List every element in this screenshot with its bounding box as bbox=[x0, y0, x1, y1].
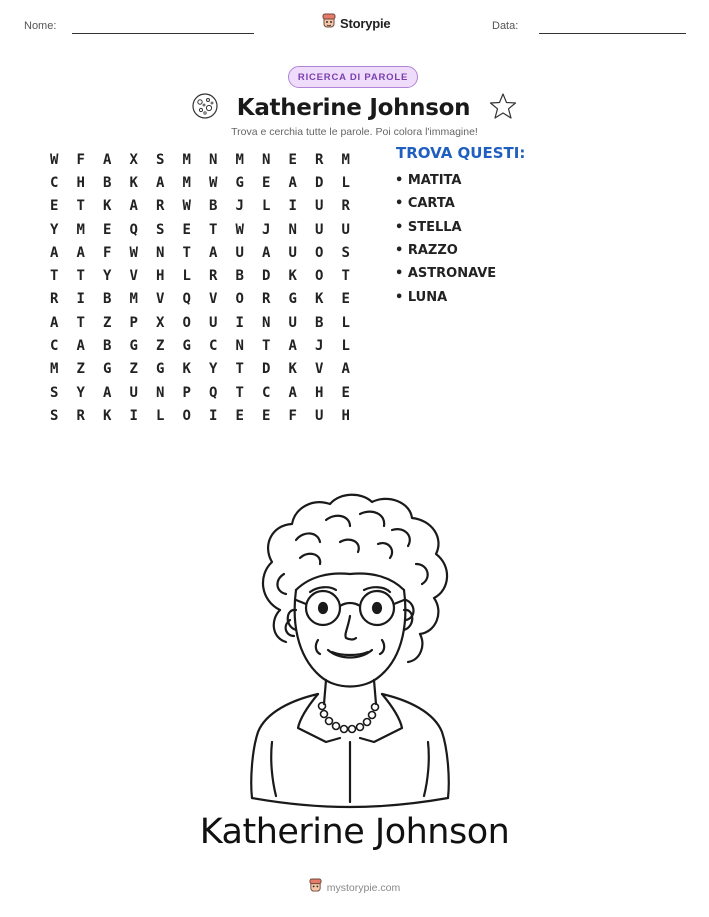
grid-letter[interactable]: W bbox=[50, 151, 59, 168]
grid-letter[interactable]: U bbox=[129, 384, 138, 401]
word-list-title: TROVA QUESTI: bbox=[396, 144, 526, 162]
grid-letter[interactable]: N bbox=[288, 221, 297, 238]
grid-letter[interactable]: J bbox=[235, 198, 244, 215]
grid-letter[interactable]: H bbox=[315, 384, 324, 401]
grid-letter[interactable]: Y bbox=[50, 221, 59, 238]
grid-letter[interactable]: B bbox=[209, 198, 218, 215]
grid-letter[interactable]: F bbox=[76, 151, 85, 168]
grid-letter[interactable]: S bbox=[156, 151, 165, 168]
grid-letter[interactable]: Y bbox=[209, 361, 218, 378]
title-row bbox=[0, 92, 709, 124]
grid-letter[interactable]: B bbox=[103, 174, 112, 191]
grid-letter[interactable]: E bbox=[262, 407, 271, 424]
grid-letter[interactable]: N bbox=[209, 151, 218, 168]
grid-letter[interactable]: O bbox=[315, 244, 324, 261]
grid-letter[interactable]: E bbox=[103, 221, 112, 238]
grid-letter[interactable]: R bbox=[156, 198, 165, 215]
grid-letter[interactable]: A bbox=[129, 198, 138, 215]
grid-letter[interactable]: X bbox=[129, 151, 138, 168]
grid-letter[interactable]: B bbox=[315, 314, 324, 331]
word-list-item: • CARTA bbox=[395, 196, 455, 212]
grid-row bbox=[50, 381, 368, 404]
grid-letter[interactable]: S bbox=[341, 244, 350, 261]
grid-letter[interactable]: P bbox=[129, 314, 138, 331]
grid-letter[interactable]: N bbox=[262, 314, 271, 331]
footer-url[interactable]: mystorypie.com bbox=[326, 881, 401, 894]
moon-icon bbox=[191, 92, 219, 124]
grid-letter[interactable]: Z bbox=[129, 361, 138, 378]
grid-letter[interactable]: A bbox=[50, 244, 59, 261]
grid-letter[interactable]: R bbox=[341, 198, 350, 215]
grid-letter[interactable]: O bbox=[182, 407, 191, 424]
grid-letter[interactable]: U bbox=[315, 407, 324, 424]
grid-letter[interactable]: Y bbox=[76, 384, 85, 401]
grid-letter[interactable]: M bbox=[182, 174, 191, 191]
storypie-logo-icon bbox=[322, 13, 336, 33]
grid-letter[interactable]: S bbox=[50, 407, 59, 424]
name-label: Nome: bbox=[24, 20, 57, 32]
grid-letter[interactable]: V bbox=[156, 291, 165, 308]
grid-letter[interactable]: T bbox=[76, 268, 85, 285]
grid-letter[interactable]: U bbox=[315, 221, 324, 238]
grid-letter[interactable]: T bbox=[76, 198, 85, 215]
grid-letter[interactable]: M bbox=[76, 221, 85, 238]
grid-letter[interactable]: M bbox=[182, 151, 191, 168]
grid-letter[interactable]: W bbox=[129, 244, 138, 261]
grid-letter[interactable]: R bbox=[315, 151, 324, 168]
grid-letter[interactable]: K bbox=[288, 361, 297, 378]
grid-letter[interactable]: E bbox=[235, 407, 244, 424]
grid-letter[interactable]: V bbox=[129, 268, 138, 285]
grid-letter[interactable]: G bbox=[129, 338, 138, 355]
grid-letter[interactable]: K bbox=[103, 407, 112, 424]
word-list-item: • MATITA bbox=[395, 173, 462, 189]
grid-letter[interactable]: T bbox=[182, 244, 191, 261]
grid-row bbox=[50, 148, 368, 171]
footer bbox=[0, 878, 709, 897]
grid-letter[interactable]: Q bbox=[129, 221, 138, 238]
grid-letter[interactable]: C bbox=[50, 338, 59, 355]
date-label: Data: bbox=[492, 20, 519, 32]
grid-letter[interactable]: X bbox=[156, 314, 165, 331]
grid-letter[interactable]: I bbox=[235, 314, 244, 331]
grid-letter[interactable]: T bbox=[262, 338, 271, 355]
grid-letter[interactable]: B bbox=[103, 338, 112, 355]
grid-letter[interactable]: T bbox=[50, 268, 59, 285]
katherine-johnson-portrait-icon[interactable] bbox=[200, 480, 500, 819]
activity-badge: RICERCA DI PAROLE bbox=[288, 66, 418, 88]
grid-letter[interactable]: Q bbox=[182, 291, 191, 308]
instructions: Trova e cerchia tutte le parole. Poi colora l'immagine! bbox=[231, 126, 478, 138]
grid-letter[interactable]: U bbox=[235, 244, 244, 261]
grid-letter[interactable]: R bbox=[50, 291, 59, 308]
grid-letter[interactable]: N bbox=[262, 151, 271, 168]
name-line[interactable] bbox=[72, 33, 254, 34]
grid-letter[interactable]: Z bbox=[156, 338, 165, 355]
grid-row bbox=[50, 288, 368, 311]
grid-letter[interactable]: N bbox=[235, 338, 244, 355]
grid-letter[interactable]: K bbox=[129, 174, 138, 191]
grid-letter[interactable]: A bbox=[76, 244, 85, 261]
grid-letter[interactable]: H bbox=[341, 407, 350, 424]
grid-letter[interactable]: U bbox=[315, 198, 324, 215]
word-list bbox=[395, 169, 496, 309]
grid-letter[interactable]: H bbox=[76, 174, 85, 191]
grid-row bbox=[50, 404, 368, 427]
grid-letter[interactable]: F bbox=[103, 244, 112, 261]
grid-letter[interactable]: O bbox=[235, 291, 244, 308]
grid-letter[interactable]: U bbox=[341, 221, 350, 238]
grid-letter[interactable]: L bbox=[156, 407, 165, 424]
grid-letter[interactable]: I bbox=[129, 407, 138, 424]
grid-row bbox=[50, 311, 368, 334]
star-icon bbox=[488, 92, 518, 124]
grid-letter[interactable]: A bbox=[103, 384, 112, 401]
grid-letter[interactable]: K bbox=[182, 361, 191, 378]
grid-letter[interactable]: I bbox=[76, 291, 85, 308]
grid-letter[interactable]: W bbox=[209, 174, 218, 191]
page-title: Katherine Johnson bbox=[236, 95, 471, 121]
grid-row bbox=[50, 241, 368, 264]
word-list-item: • STELLA bbox=[395, 219, 462, 235]
grid-letter[interactable]: Q bbox=[209, 384, 218, 401]
grid-letter[interactable]: D bbox=[262, 268, 271, 285]
grid-letter[interactable]: L bbox=[182, 268, 191, 285]
grid-letter[interactable]: E bbox=[50, 198, 59, 215]
grid-letter[interactable]: B bbox=[103, 291, 112, 308]
grid-letter[interactable]: M bbox=[129, 291, 138, 308]
grid-letter[interactable]: F bbox=[288, 407, 297, 424]
grid-letter[interactable]: Z bbox=[76, 361, 85, 378]
storypie-logo-icon bbox=[309, 878, 322, 897]
grid-row bbox=[50, 218, 368, 241]
grid-letter[interactable]: I bbox=[209, 407, 218, 424]
grid-row bbox=[50, 171, 368, 194]
grid-letter[interactable]: E bbox=[182, 221, 191, 238]
grid-letter[interactable]: L bbox=[341, 338, 350, 355]
grid-letter[interactable]: S bbox=[50, 384, 59, 401]
grid-letter[interactable]: O bbox=[182, 314, 191, 331]
grid-letter[interactable]: N bbox=[156, 384, 165, 401]
brand-name: Storypie bbox=[340, 15, 391, 31]
grid-letter[interactable]: P bbox=[182, 384, 191, 401]
grid-letter[interactable]: C bbox=[50, 174, 59, 191]
grid-letter[interactable]: K bbox=[103, 198, 112, 215]
grid-letter[interactable]: V bbox=[315, 361, 324, 378]
grid-letter[interactable]: M bbox=[341, 151, 350, 168]
grid-letter[interactable]: R bbox=[76, 407, 85, 424]
grid-letter[interactable]: M bbox=[50, 361, 59, 378]
grid-letter[interactable]: A bbox=[288, 174, 297, 191]
grid-letter[interactable]: K bbox=[288, 268, 297, 285]
grid-letter[interactable]: A bbox=[50, 314, 59, 331]
word-search-grid[interactable] bbox=[50, 148, 368, 428]
grid-letter[interactable]: G bbox=[182, 338, 191, 355]
grid-letter[interactable]: R bbox=[209, 268, 218, 285]
portrait-caption: Katherine Johnson bbox=[199, 812, 510, 852]
grid-letter[interactable]: M bbox=[235, 151, 244, 168]
grid-letter[interactable]: T bbox=[209, 221, 218, 238]
grid-letter[interactable]: A bbox=[103, 151, 112, 168]
grid-letter[interactable]: D bbox=[262, 361, 271, 378]
grid-letter[interactable]: E bbox=[262, 174, 271, 191]
word-list-item: • RAZZO bbox=[395, 243, 458, 259]
grid-letter[interactable]: G bbox=[235, 174, 244, 191]
grid-letter[interactable]: J bbox=[262, 221, 271, 238]
grid-letter[interactable]: C bbox=[262, 384, 271, 401]
grid-letter[interactable]: I bbox=[288, 198, 297, 215]
grid-letter[interactable]: L bbox=[341, 314, 350, 331]
grid-letter[interactable]: A bbox=[341, 361, 350, 378]
grid-letter[interactable]: T bbox=[235, 361, 244, 378]
grid-letter[interactable]: A bbox=[76, 338, 85, 355]
grid-letter[interactable]: A bbox=[288, 338, 297, 355]
grid-letter[interactable]: T bbox=[76, 314, 85, 331]
grid-letter[interactable]: E bbox=[288, 151, 297, 168]
grid-letter[interactable]: G bbox=[103, 361, 112, 378]
grid-letter[interactable]: U bbox=[209, 314, 218, 331]
grid-letter[interactable]: A bbox=[156, 174, 165, 191]
grid-letter[interactable]: A bbox=[262, 244, 271, 261]
grid-letter[interactable]: U bbox=[288, 314, 297, 331]
grid-letter[interactable]: S bbox=[156, 221, 165, 238]
grid-letter[interactable]: R bbox=[262, 291, 271, 308]
grid-letter[interactable]: Z bbox=[103, 314, 112, 331]
grid-row bbox=[50, 195, 368, 218]
grid-row bbox=[50, 334, 368, 357]
brand bbox=[322, 13, 390, 33]
grid-letter[interactable]: L bbox=[341, 174, 350, 191]
grid-letter[interactable]: U bbox=[288, 244, 297, 261]
grid-letter[interactable]: G bbox=[156, 361, 165, 378]
grid-letter[interactable]: A bbox=[288, 384, 297, 401]
grid-letter[interactable]: V bbox=[209, 291, 218, 308]
grid-letter[interactable]: J bbox=[315, 338, 324, 355]
grid-letter[interactable]: K bbox=[315, 291, 324, 308]
grid-letter[interactable]: G bbox=[288, 291, 297, 308]
grid-letter[interactable]: N bbox=[156, 244, 165, 261]
grid-letter[interactable]: L bbox=[262, 198, 271, 215]
grid-letter[interactable]: E bbox=[341, 384, 350, 401]
grid-row bbox=[50, 264, 368, 287]
grid-letter[interactable]: T bbox=[341, 268, 350, 285]
grid-letter[interactable]: H bbox=[156, 268, 165, 285]
grid-row bbox=[50, 358, 368, 381]
grid-letter[interactable]: O bbox=[315, 268, 324, 285]
grid-letter[interactable]: A bbox=[209, 244, 218, 261]
grid-letter[interactable]: C bbox=[209, 338, 218, 355]
word-list-item: • LUNA bbox=[395, 289, 448, 305]
grid-letter[interactable]: W bbox=[235, 221, 244, 238]
grid-letter[interactable]: W bbox=[182, 198, 191, 215]
date-line[interactable] bbox=[539, 33, 686, 34]
grid-letter[interactable]: D bbox=[315, 174, 324, 191]
grid-letter[interactable]: B bbox=[235, 268, 244, 285]
grid-letter[interactable]: Y bbox=[103, 268, 112, 285]
grid-letter[interactable]: E bbox=[341, 291, 350, 308]
word-list-item: • ASTRONAVE bbox=[395, 266, 497, 282]
grid-letter[interactable]: T bbox=[235, 384, 244, 401]
